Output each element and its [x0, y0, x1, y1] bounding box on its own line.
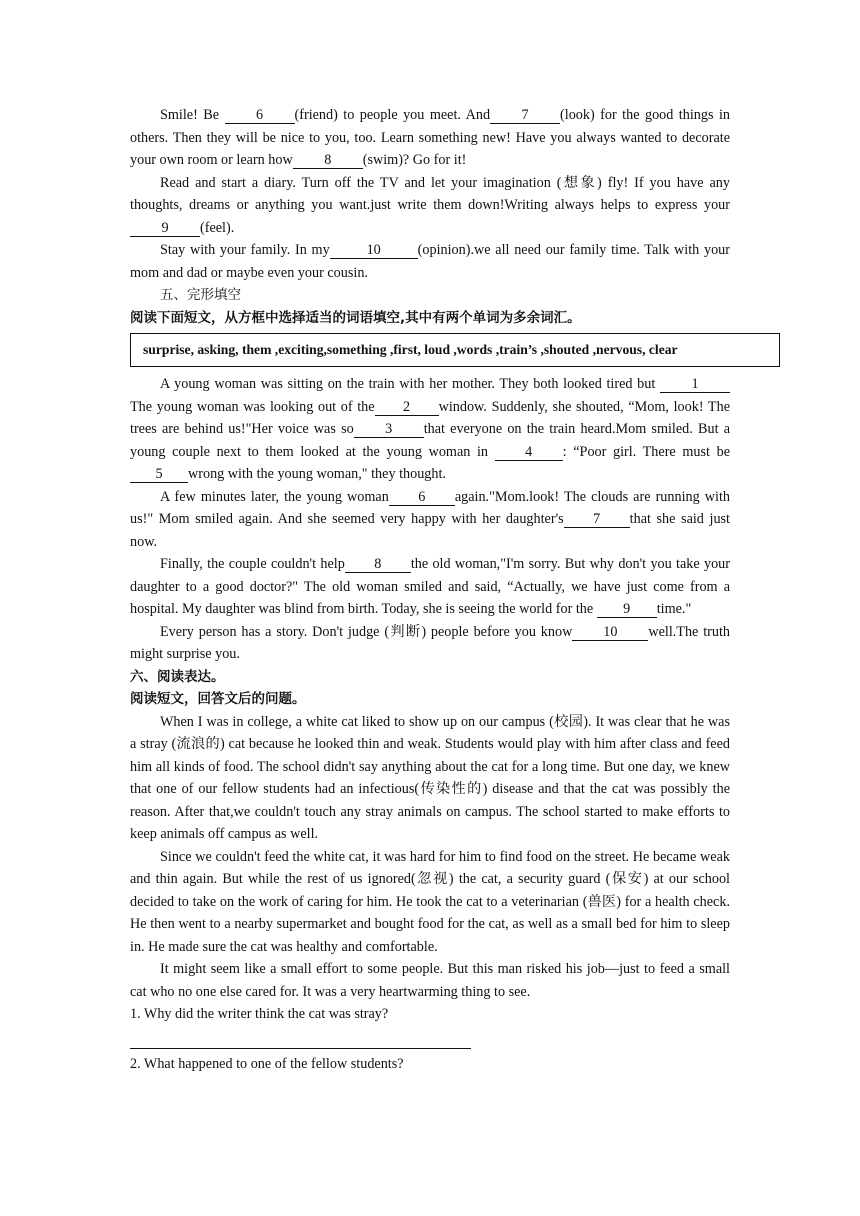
blank-7[interactable]: 7	[564, 511, 630, 528]
blank-9[interactable]: 9	[597, 601, 657, 618]
blank-1[interactable]: 1	[660, 376, 730, 393]
cloze-paragraph: A few minutes later, the young woman 6 again."Mom.look! The clouds are running with us!" Mom smiled again. And she seemed very happy with her daughter's 7 that she said just now.	[130, 488, 731, 550]
blank-8[interactable]: 8	[345, 556, 411, 573]
section-instruction: 阅读短文，回答文后的问题。	[130, 691, 306, 707]
section-title-cloze: 五、完形填空	[160, 287, 241, 303]
blank-7[interactable]: 7	[490, 107, 560, 124]
reading-paragraph: It might seem like a small effort to some people. But this man risked his job—just to feed a small cat who no one else cared for. It was a very heartwarming thing to see.	[130, 961, 730, 1000]
worksheet-page	[130, 104, 730, 1075]
question-1: 1. Why did the writer think the cat was stray?	[130, 1006, 389, 1022]
section-instruction: 阅读下面短文，从方框中选择适当的词语填空,其中有两个单词为多余词汇。	[130, 309, 581, 326]
section-title-reading: 六、阅读表达。	[130, 668, 225, 685]
blank-9[interactable]: 9	[130, 220, 200, 237]
blank-4[interactable]: 4	[495, 444, 563, 461]
blank-10[interactable]: 10	[330, 242, 418, 259]
passage-paragraph: Read and start a diary. Turn off the TV and let your imagination (想象) fly! If you have any thoughts, dreams or anything you want.just write them down!Writing always helps to express your9 (feel).	[130, 174, 730, 236]
blank-8[interactable]: 8	[293, 152, 363, 169]
blank-2[interactable]: 2	[375, 399, 439, 416]
cloze-paragraph: A young woman was sitting on the train with her mother. They both looked tired but 1The young woman was looking out of the 2 window. Suddenly, she shouted, “Mom, look! The trees are behind us!"Her voice was so 3 that everyone on the train heard.Mom smiled. But a young couple next to them looked at the young woman in 4 : “Poor girl. There must be5 wrong with the young woman," they thought.	[130, 376, 730, 482]
word-bank-box: surprise, asking, them ,exciting,something ,first, loud ,words ,train’s ,shouted ,nervous, clear	[130, 333, 780, 367]
passage-paragraph: Smile! Be 6 (friend) to people you meet. And 7 (look) for the good things in others. Then they will be nice to you, too. Learn something new! Have you always wanted to decorate your own room or learn how 8 (swim)? Go for it!	[130, 107, 730, 168]
blank-5[interactable]: 5	[130, 466, 188, 483]
blank-6[interactable]: 6	[389, 489, 455, 506]
blank-3[interactable]: 3	[354, 421, 424, 438]
reading-paragraph: When I was in college, a white cat liked to show up on our campus (校园). It was clear that he was a stray (流浪的) cat because he looked thin and weak. Students would play with him after class and feed him all kinds of food. The school didn't say anything about the cat for a long time. But one day, we knew that one of our fellow students had an infectious(传染性的) disease and that the cat was possibly the reason. After that,we couldn't touch any stray animals on campus. The school started to make efforts to keep animals off campus as well.	[130, 713, 730, 842]
cloze-paragraph: Every person has a story. Don't judge (判断) people before you know 10 well.The truth might surprise you.	[130, 623, 731, 662]
reading-paragraph: Since we couldn't feed the white cat, it was hard for him to find food on the street. He became weak and thin again. But while the rest of us ignored(忽视) the cat, a security guard (保安) at our school decided to take on the work of caring for him. He took the cat to a veterinarian (兽医) for a health check. He then went to a nearby supermarket and bought food for the cat, as well as a small bed for him to sleep in. He made sure the cat was healthy and comfortable.	[130, 848, 730, 955]
question-2: 2. What happened to one of the fellow students?	[130, 1055, 404, 1072]
answer-line-1[interactable]	[130, 1026, 471, 1049]
cloze-paragraph: Finally, the couple couldn't help 8 the old woman,"I'm sorry. But why don't you take your daughter to a good doctor?" The old woman smiled and said, “Actually, we have just come from a hospital. My daughter was blind from birth. Today, she is seeing the world for the 9 time."	[130, 556, 731, 617]
passage-paragraph: Stay with your family. In my 10 (opinion).we all need our family time. Talk with your mom and dad or maybe even your cousin.	[130, 242, 730, 281]
blank-6[interactable]: 6	[225, 107, 295, 124]
blank-10[interactable]: 10	[572, 624, 648, 641]
